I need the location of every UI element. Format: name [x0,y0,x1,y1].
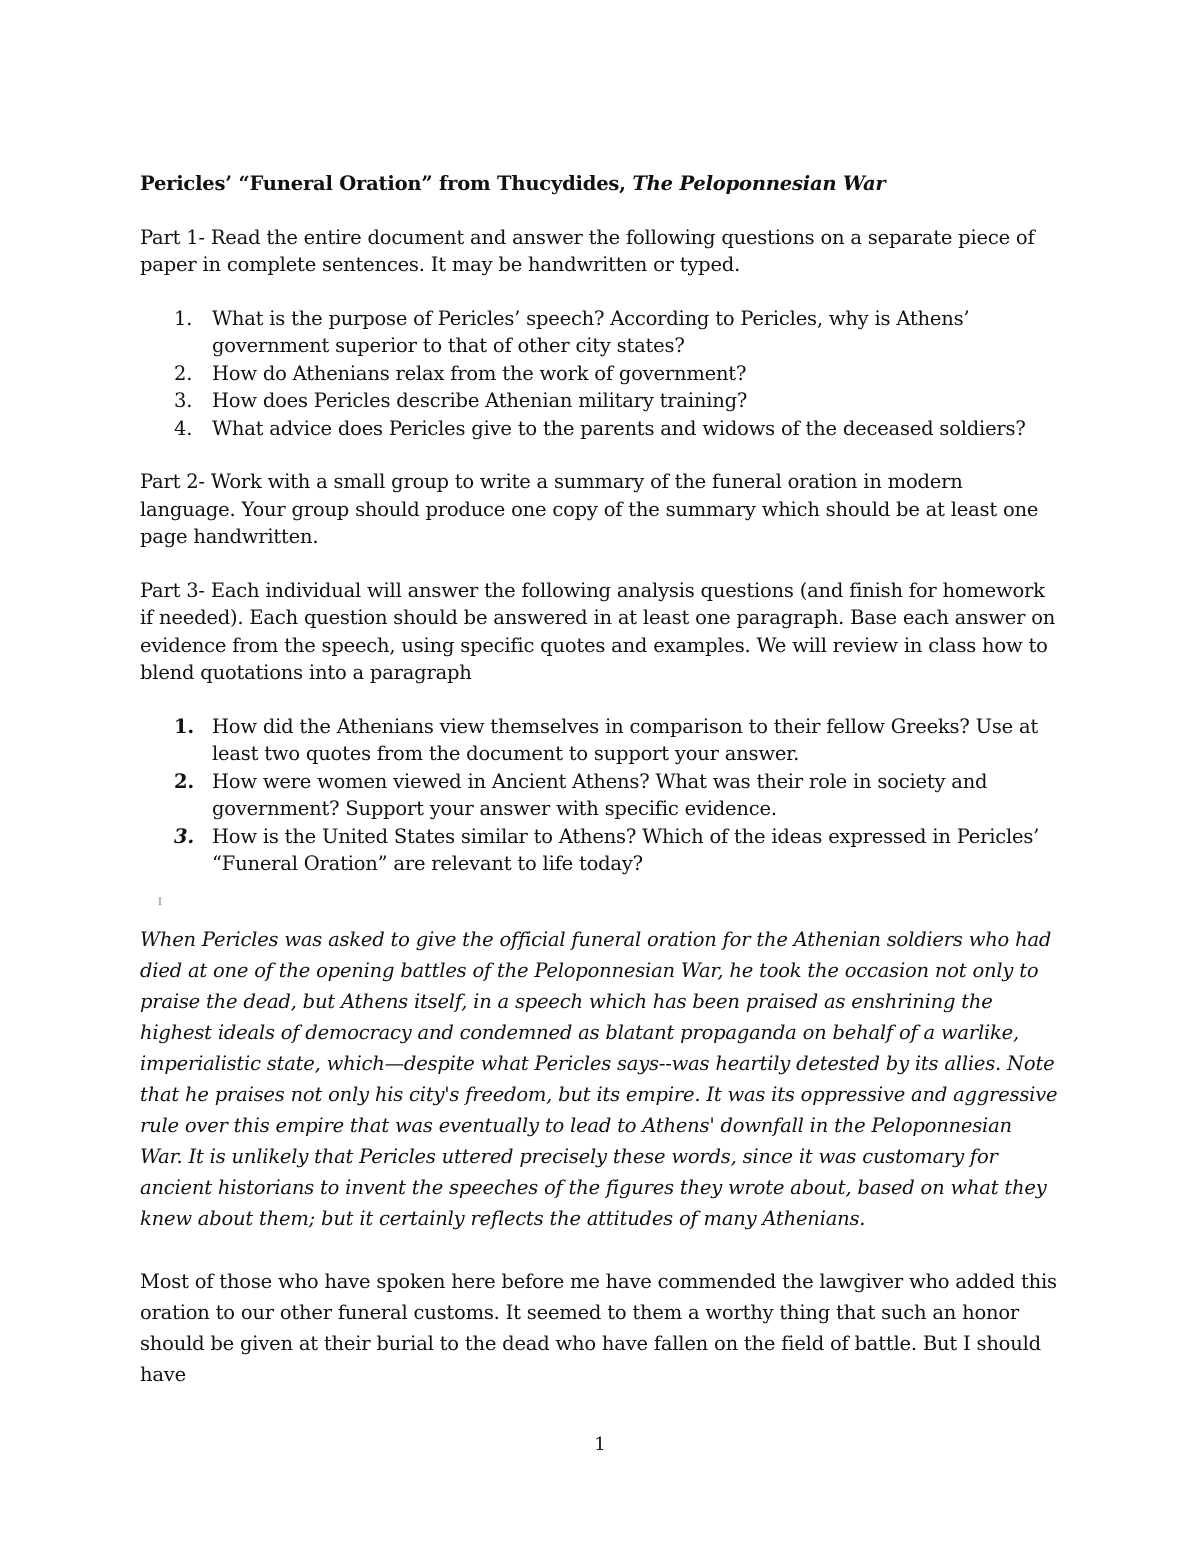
question-text: How were women viewed in Ancient Athens? What was their role in society and government? Support your answer with specific evidence. [212,769,988,820]
question-text: How do Athenians relax from the work of government? [212,361,747,385]
title-book: The Peloponnesian War [632,172,886,195]
part1-instructions: Part 1- Read the entire document and answer the following questions on a separate piece of paper in complete sentences. It may be handwritten or typed. [140,225,1035,276]
title-main: Pericles’ “Funeral Oration” from Thucydides, [140,172,633,195]
document-title [140,170,1060,198]
list-item [140,415,1060,443]
list-item [140,360,1060,388]
list-item [140,387,1060,415]
question-number: 4. [174,416,193,440]
question-number: 3. [174,824,194,848]
list-item [140,768,1060,823]
question-number: 1. [174,306,193,330]
stray-mark: I [158,896,162,908]
question-text: How is the United States similar to Athens? Which of the ideas expressed in Pericles’ “Funeral Oration” are relevant to life today? [212,824,1040,875]
question-number: 3. [174,389,193,412]
question-text: How did the Athenians view themselves in comparison to their fellow Greeks? Use at least two quotes from the document to support your answer. [212,714,1039,765]
question-text: What advice does Pericles give to the parents and widows of the deceased soldiers? [212,416,1026,440]
question-number: 1. [174,714,194,738]
oration-paragraph: Most of those who have spoken here before me have commended the lawgiver who added this oration to our other funeral customs. It seemed to them a worthy thing that such an honor should be given at their burial to the dead who have fallen on the field of battle. But I should have [140,1269,1057,1386]
part1-question-list [140,305,1060,443]
question-text: What is the purpose of Pericles’ speech? According to Pericles, why is Athens’ government superior to that of other city states? [212,306,970,357]
question-number: 2. [174,361,193,385]
question-number: 2. [174,769,194,793]
part3-question-list [140,713,1060,878]
part3-instructions: Part 3- Each individual will answer the following analysis questions (and finish for homework if needed). Each question should be answered in at least one paragraph. Base each answer on evidence from the speech, using specific quotes and examples. We will review in class how to blend quotations into a paragraph [140,578,1056,684]
list-item [140,823,1060,878]
page-content [140,170,1060,1390]
list-item [140,713,1060,768]
part2-instructions: Part 2- Work with a small group to write a summary of the funeral oration in modern language. Your group should produce one copy of the summary which should be at least one page handwritten. [140,470,1039,548]
list-item [140,305,1060,360]
page-number: 1 [594,1434,606,1455]
introduction-paragraph: When Pericles was asked to give the official funeral oration for the Athenian soldiers who had died at one of the opening battles of the Peloponnesian War, he took the occasion not only to praise the dead, but Athens itself, in a speech which has been praised as enshrining the highest ideals of democracy and condemned as blatant propaganda on behalf of a warlike, imperialistic state, which—despite what Pericles says--was heartily detested by its allies. Note that he praises not only his city's freedom, but its empire. It was its oppressive and aggressive rule over this empire that was eventually to lead to Athens' downfall in the Peloponnesian War. It is unlikely that Pericles uttered precisely these words, since it was customary for ancient historians to invent the speeches of the figures they wrote about, based on what they knew about them; but it certainly reflects the attitudes of many Athenians. [140,927,1058,1230]
question-text: How does Pericles describe Athenian military training? [212,389,748,412]
